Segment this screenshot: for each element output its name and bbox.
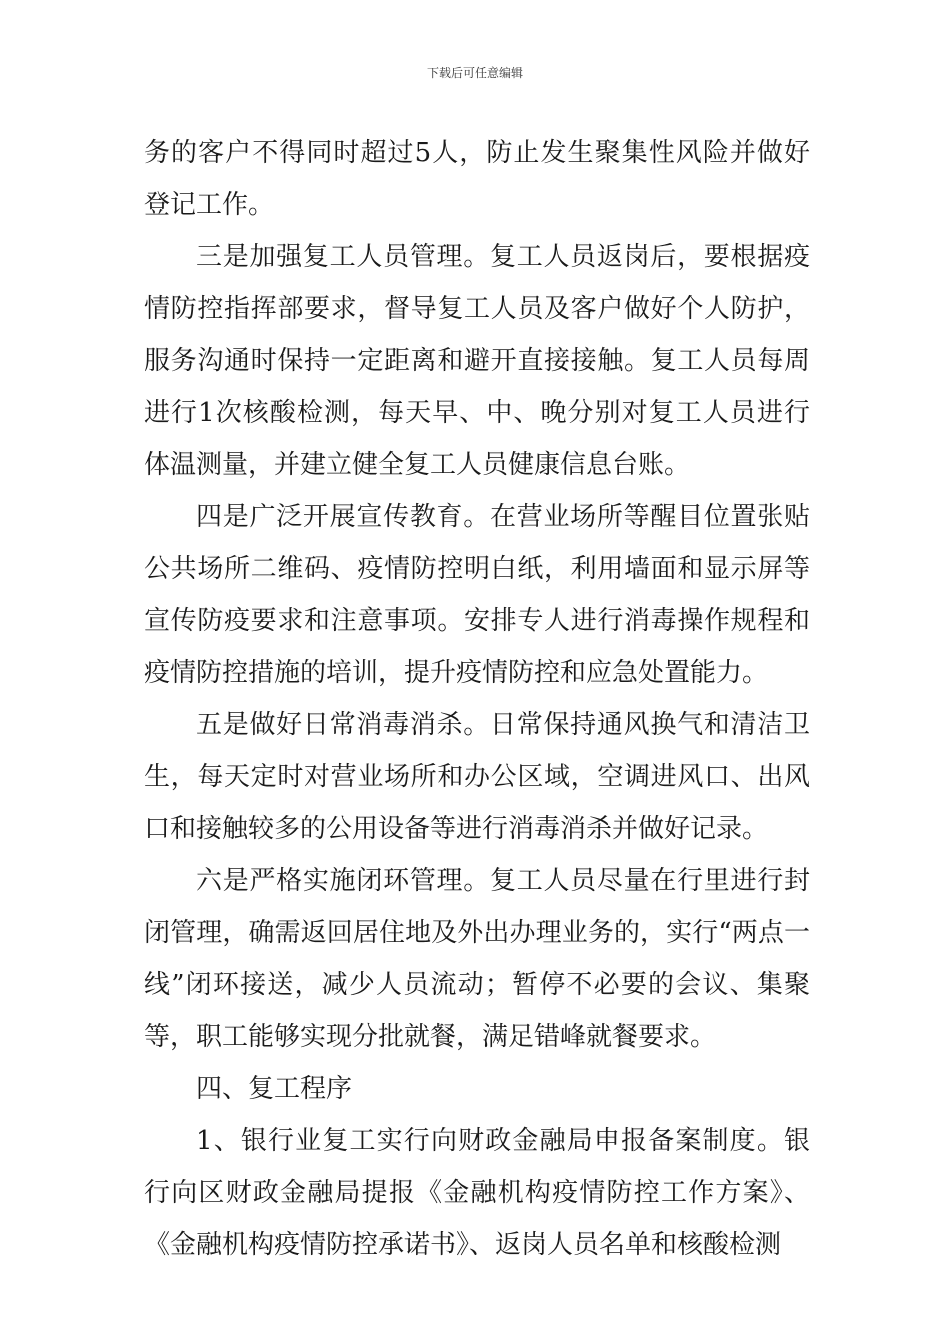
section-heading-resumption-procedure: 四、复工程序: [196, 1074, 353, 1104]
paragraph-publicity-education: 四是广泛开展宣传教育。在营业场所等醒目位置张贴公共场所二维码、疫情防控明白纸，利用墙面和显示屏等宣传防疫要求和注意事项。安排专人进行消毒操作规程和疫情防控措施的培训，提升疫情防控和应急处置能力。: [144, 502, 810, 688]
paragraph-filing-system: 1、银行业复工实行向财政金融局申报备案制度。银行向区财政金融局提报《金融机构疫情防控工作方案》、《金融机构疫情防控承诺书》、返岗人员名单和核酸检测: [144, 1126, 810, 1260]
document-body: [144, 127, 810, 1271]
paragraph-daily-disinfection: 五是做好日常消毒消杀。日常保持通风换气和清洁卫生，每天定时对营业场所和办公区域，空调进风口、出风口和接触较多的公用设备等进行消毒消杀并做好记录。: [144, 710, 810, 844]
paragraph-continuation: 务的客户不得同时超过5人，防止发生聚集性风险并做好登记工作。: [144, 138, 810, 220]
paragraph-staff-management: 三是加强复工人员管理。复工人员返岗后，要根据疫情防控指挥部要求，督导复工人员及客户做好个人防护，服务沟通时保持一定距离和避开直接接触。复工人员每周进行1次核酸检测，每天早、中、晚分别对复工人员进行体温测量，并建立健全复工人员健康信息台账。: [144, 242, 810, 480]
page-header: 下载后可任意编辑: [426, 66, 523, 80]
paragraph-closed-loop-management: 六是严格实施闭环管理。复工人员尽量在行里进行封闭管理，确需返回居住地及外出办理业务的，实行“两点一线”闭环接送，减少人员流动；暂停不必要的会议、集聚等，职工能够实现分批就餐，满足错峰就餐要求。: [144, 866, 810, 1052]
